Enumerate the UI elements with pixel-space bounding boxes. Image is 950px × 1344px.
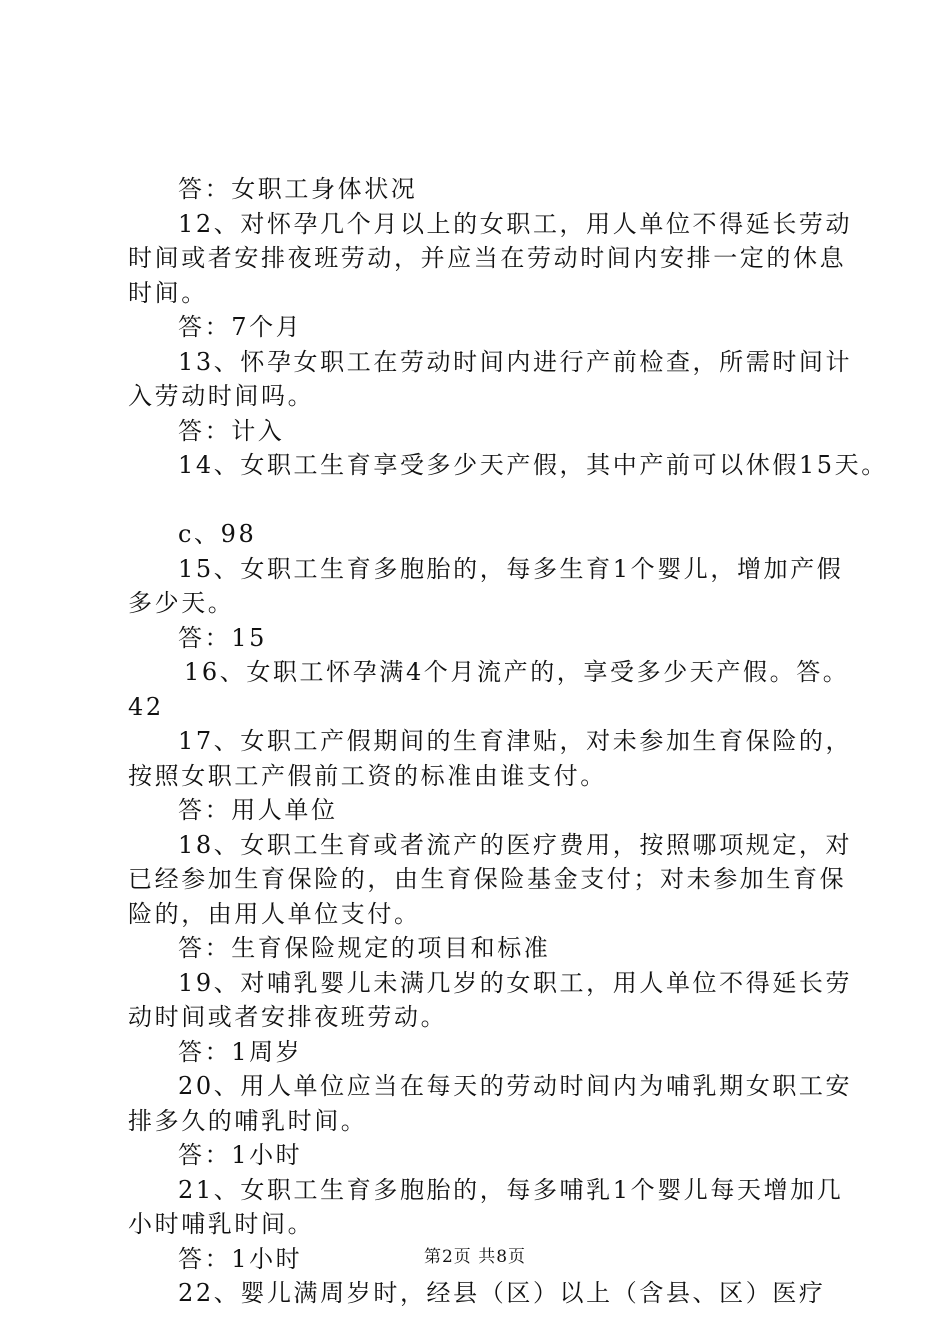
answer-line: 答：1小时 [178,1244,303,1273]
answer-line: 答：女职工身体状况 [178,175,418,203]
text-line: 按照女职工产假前工资的标准由谁支付。 [128,761,607,790]
question-line: 21、女职工生育多胞胎的，每多哺乳1个婴儿每天增加几 [178,1175,844,1204]
page-number-footer: 第2页 共8页 [423,1247,527,1267]
question-line: 17、女职工产假期间的生育津贴，对未参加生育保险的， [178,727,853,755]
question-line: 19、对哺乳婴儿未满几岁的女职工，用人单位不得延长劳 [178,968,853,997]
answer-line: 答：15 [178,623,267,652]
blank-line [128,483,838,518]
question-line: 16、女职工怀孕满4个月流产的，享受多少天产假。答。 [184,658,850,686]
text-line: 已经参加生育保险的，由生育保险基金支付；对未参加生育保 [128,865,847,893]
text-line: 小时哺乳时间。 [128,1210,315,1238]
question-line: 12、对怀孕几个月以上的女职工，用人单位不得延长劳动 [178,209,853,238]
document-body [128,172,888,1311]
text-line: 险的，由用人单位支付。 [128,899,421,928]
answer-line: 答：7个月 [178,313,303,341]
question-line: 18、女职工生育或者流产的医疗费用，按照哪项规定，对 [178,830,853,859]
answer-line: 答：1周岁 [178,1037,303,1066]
question-line: 22、婴儿满周岁时，经县（区）以上（含县、区）医疗 [178,1279,826,1307]
answer-line: 答：用人单位 [178,796,338,824]
question-line: 14、女职工生育享受多少天产假，其中产前可以休假15天。 [178,451,888,479]
answer-line: c、98 [178,520,257,548]
answer-line: 答：1小时 [178,1141,303,1169]
answer-line: 答：生育保险规定的项目和标准 [178,934,551,962]
answer-line: 答：计入 [178,416,285,445]
text-line: 排多久的哺乳时间。 [128,1106,368,1135]
question-line: 20、用人单位应当在每天的劳动时间内为哺乳期女职工安 [178,1072,853,1100]
text-line: 时间或者安排夜班劳动，并应当在劳动时间内安排一定的休息 [128,244,847,272]
text-line: 多少天。 [128,589,235,617]
text-line: 42 [128,692,164,721]
question-line: 13、怀孕女职工在劳动时间内进行产前检查，所需时间计 [178,347,853,376]
text-line: 入劳动时间吗。 [128,382,315,410]
text-line: 动时间或者安排夜班劳动。 [128,1003,448,1031]
text-line: 时间。 [128,278,208,307]
question-line: 15、女职工生育多胞胎的，每多生育1个婴儿，增加产假 [178,554,844,583]
